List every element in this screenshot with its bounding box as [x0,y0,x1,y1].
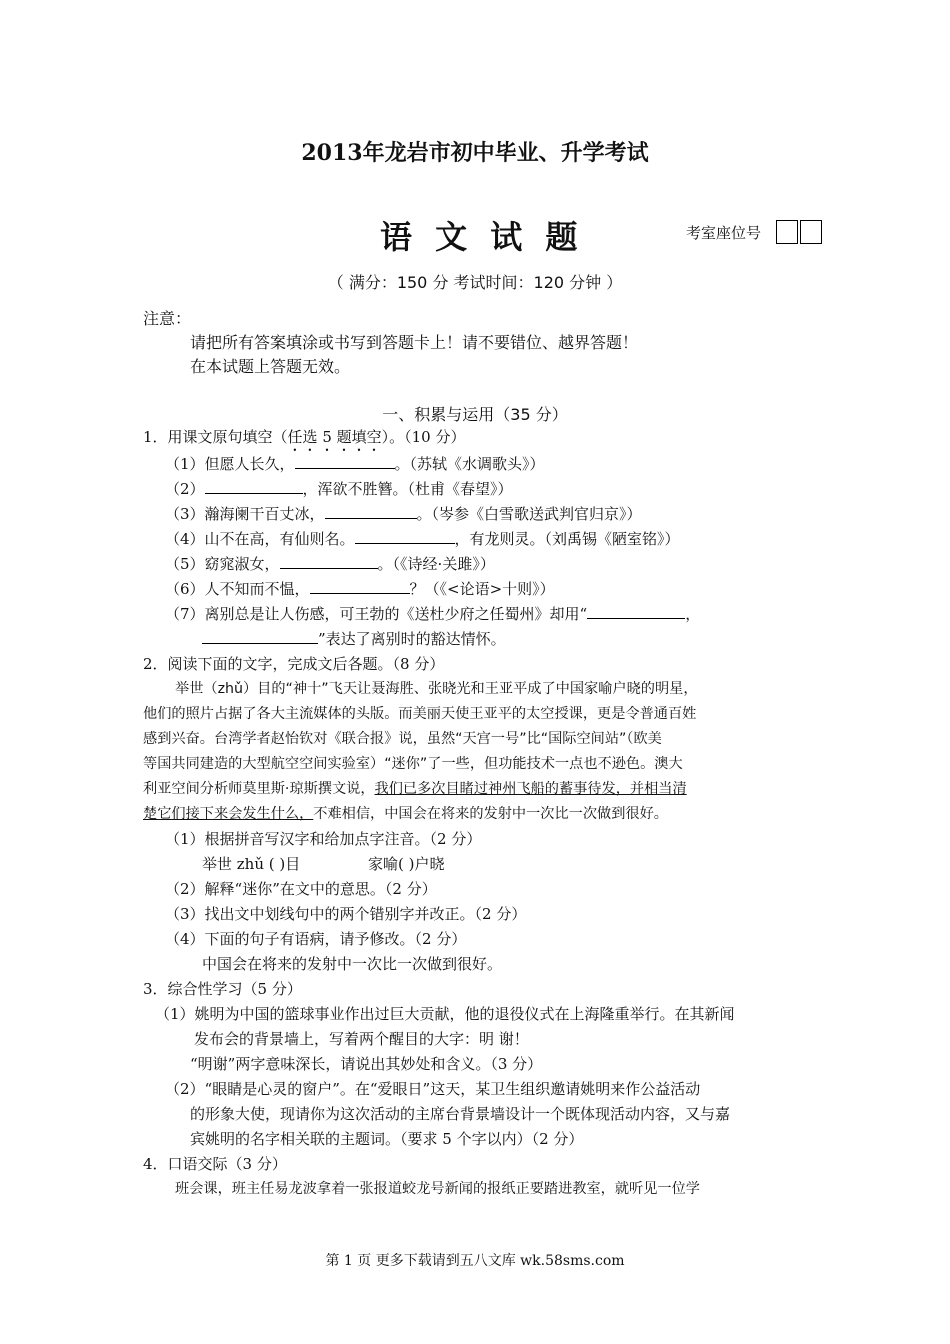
q2-passage-line-2: 他们的照片占据了各大主流媒体的头版。而美丽天使王亚平的太空授课，更是令普通百姓 [143,706,697,722]
q4-stem: 4．口语交际（3 分） [143,1155,287,1173]
q2-sub-2: （2）解释“迷你”在文中的意思。（2 分） [165,880,437,898]
notice-heading: 注意： [143,309,192,328]
underlined-sentence: 楚它们接下来会发生什么， [143,806,314,822]
q1-item-6: （6）人不知而不愠， ？（《<论语>十则》） [165,580,555,598]
answer-blank [587,603,685,619]
q2-sub-3: （3）找出文中划线句中的两个错别字并改正。（2 分） [165,905,527,923]
q1-item-4: （4）山不在高，有仙则名。 ，有龙则灵。（刘禹锡《陋室铭》） [165,530,680,548]
q1-item-2: （2） ，浑欲不胜簪。（杜甫《春望》） [165,480,513,498]
score-time-line: （ 满分：150 分 考试时间：120 分钟 ） [327,273,623,292]
q1-item-5: （5）窈窕淑女， 。（《诗经·关雎》） [165,555,495,573]
q2-sub-1-b: 家喻( )户晓 [368,855,445,873]
q2-passage-line-1: 举世（zhǔ）目的“神十”飞天让聂海胜、张晓光和王亚平成了中国家喻户晓的明星， [175,681,698,697]
notice-line-2: 在本试题上答题无效。 [190,357,351,376]
subject-title: 语 文 试 题 [380,218,584,256]
q2-passage-line-5: 利亚空间分析师莫里斯·琼斯撰文说，我们已多次目睹过神州飞船的蓄事待发，并相当清 [143,781,687,797]
q2-stem: 2．阅读下面的文字，完成文后各题。（8 分） [143,655,445,673]
q3-sub-1-line-1: （1）姚明为中国的篮球事业作出过巨大贡献，他的退役仪式在上海隆重举行。在其新闻 [155,1005,735,1023]
answer-blank [202,628,318,644]
q2-sub-4-sentence: 中国会在将来的发射中一次比一次做到很好。 [202,955,503,973]
seat-box-2 [800,220,822,244]
q2-sub-4: （4）下面的句子有语病，请予修改。（2 分） [165,930,467,948]
q3-sub-2-line-2: 的形象大使，现请你为这次活动的主席台背景墙设计一个既体现活动内容，又与嘉 [190,1105,731,1123]
answer-blank [280,553,378,569]
seat-number-label: 考室座位号 [686,224,762,242]
q3-stem: 3．综合性学习（5 分） [143,980,302,998]
q1-item-7: （7）离别总是让人伤感，可王勃的《送杜少府之任蜀州》却用“ ， [165,605,701,623]
q3-sub-1-line-2: 发布会的背景墙上，写着两个醒目的大字：明 谢！ [194,1030,529,1048]
q2-passage-line-6: 楚它们接下来会发生什么，不难相信，中国会在将来的发射中一次比一次做到很好。 [143,806,668,822]
q3-sub-1-line-3: “明谢”两字意味深长，请说出其妙处和含义。（3 分） [190,1055,543,1073]
q2-passage-line-4: 等国共同建造的大型航空空间实验室）“迷你”了一些，但功能技术一点也不逊色。澳大 [143,756,683,772]
page-footer: 第 1 页 更多下载请到五八文库 wk.58sms.com [325,1253,625,1269]
section-1-title: 一、积累与运用（35 分） [382,405,568,424]
q3-sub-2-line-1: （2）“眼睛是心灵的窗户”。在“爱眼日”这天，某卫生组织邀请姚明来作公益活动 [165,1080,701,1098]
q1-item-1: （1）但愿人长久， 。（苏轼《水调歌头》） [165,455,545,473]
underlined-sentence: 我们已多次目睹过神州飞船的蓄事待发，并相当清 [374,781,687,797]
q4-passage-line-1: 班会课，班主任易龙波拿着一张报道蛟龙号新闻的报纸正要踏进教室，就听见一位学 [175,1181,700,1197]
q2-sub-1-a: 举世 zhǔ ( )目 [202,855,301,873]
notice-line-1: 请把所有答案填涂或书写到答题卡上！请不要错位、越界答题！ [190,333,639,352]
q1-stem: 1．用课文原句填空（任选 5 题填空）。（10 分） [143,428,466,446]
q1-emphasis: 任选 5 题填空 [287,428,382,446]
q2-sub-1: （1）根据拼音写汉字和给加点字注音。（2 分） [165,830,482,848]
seat-box-1 [776,220,798,244]
q3-sub-2-line-3: 宾姚明的名字相关联的主题词。（要求 5 个字以内）（2 分） [190,1130,584,1148]
answer-blank [205,478,303,494]
answer-blank [325,503,417,519]
answer-blank [310,578,410,594]
q1-item-7-cont: ”表达了离别时的豁达情怀。 [202,628,506,649]
answer-blank [295,453,395,469]
answer-blank [355,528,455,544]
q1-item-3: （3）瀚海阑干百丈冰， 。（岑参《白雪歌送武判官归京》） [165,505,642,523]
q2-passage-line-3: 感到兴奋。台湾学者赵怡钦对《联合报》说，虽然“天宫一号”比“国际空间站”（欧美 [143,731,662,747]
exam-title: 2013年龙岩市初中毕业、升学考试 [301,140,649,166]
